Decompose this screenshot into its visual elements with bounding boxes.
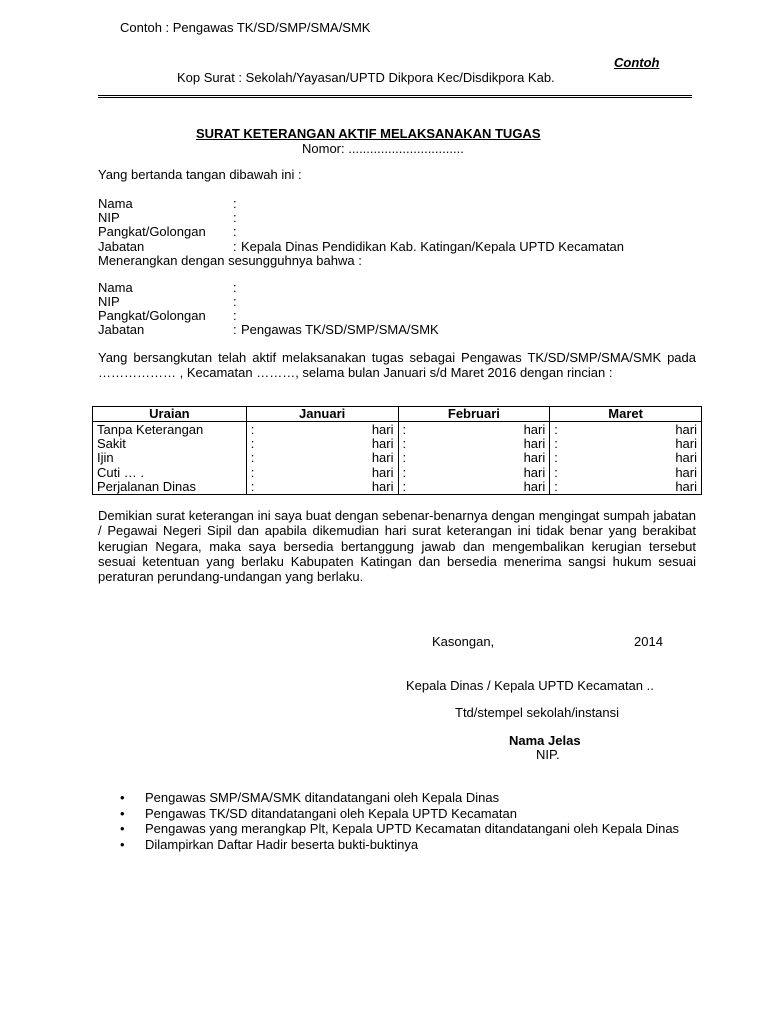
signer-name-label: Nama [98,196,133,211]
signature-year: 2014 [634,634,663,649]
subject-jabatan-value: Pengawas TK/SD/SMP/SMA/SMK [241,322,439,337]
header-maret: Maret [550,407,702,422]
signer-jabatan-label: Jabatan [98,239,145,254]
bullet-icon: • [120,821,125,836]
bullet-icon: • [120,790,125,805]
list-item: • Pengawas SMP/SMA/SMK ditandatangani oleh Kepala Dinas [120,790,500,805]
signature-stamp: Ttd/stempel sekolah/instansi [455,705,620,720]
row-label: Perjalanan Dinas [93,480,247,495]
signature-position: Kepala Dinas / Kepala UPTD Kecamatan .. [406,678,654,693]
kop-divider-2 [98,97,692,98]
contoh-label: Contoh [614,55,660,70]
subject-pangkat-label: Pangkat/Golongan [98,308,206,323]
signer-nip-label: NIP [98,210,120,225]
bullet-icon: • [120,836,125,852]
rincian-table [92,406,702,495]
subject-nip-label: NIP [98,294,120,309]
subject-jabatan-label: Jabatan [98,322,145,337]
header-note: Contoh : Pengawas TK/SD/SMP/SMA/SMK [120,20,371,35]
subject-name-label: Nama [98,280,133,295]
kop-surat: Kop Surat : Sekolah/Yayasan/UPTD Dikpora Kec/Disdikpora Kab. [177,70,555,85]
header-januari: Januari [246,407,398,422]
row-label: Tanpa Keterangan [93,422,247,437]
table-row: Perjalanan Dinas : hari : hari : hari [93,480,702,495]
row-label: Sakit [93,437,247,451]
closing-paragraph: Demikian surat keterangan ini saya buat dengan sebenar-benarnya dengan mengingat sumpah jabatan / Pegawai Negeri Sipil dan apabila dikemudian hari surat keterangan ini tidak benar yang berakibat kerugian Negara, maka saya bersedia bertanggung jawab dan mengembalikan kerugian tersebut sesuai ketentuan yang berlaku Kabupaten Katingan dan bersedia menerima sangsi hukum sesuai peraturan perundang-undangan yang berlaku. [98,508,696,585]
nomor-field: Nomor: ................................ [302,141,464,156]
signer-jabatan-value: Kepala Dinas Pendidikan Kab. Katingan/Kepala UPTD Kecamatan [241,239,625,254]
table-row: Cuti … . : hari : hari : hari [93,466,702,480]
list-item: • Pengawas TK/SD ditandatangani oleh Kepala UPTD Kecamatan [120,805,517,821]
signer-pangkat-label: Pangkat/Golongan [98,224,206,239]
intro-text: Yang bertanda tangan dibawah ini : [98,167,302,182]
statement-paragraph: Yang bersangkutan telah aktif melaksanakan tugas sebagai Pengawas TK/SD/SMP/SMA/SMK pada ……………… , Kecamatan ………, selama bulan Januari s/d Maret 2016 dengan rincian : [98,350,696,381]
header-uraian: Uraian [93,407,247,422]
row-label: Cuti … . [93,466,247,480]
kop-divider [98,95,692,96]
row-label: Ijin [93,451,247,465]
table-header-row [93,407,702,422]
signature-name: Nama Jelas [509,733,581,748]
menerangkan-text: Menerangkan dengan sesungguhnya bahwa : [98,253,362,268]
list-item: • Dilampirkan Daftar Hadir beserta bukti-buktinya [120,836,419,852]
list-item: • Pengawas yang merangkap Plt, Kepala UPTD Kecamatan ditandatangani oleh Kepala Dinas [120,821,680,836]
header-februari: Februari [398,407,550,422]
table-row: Tanpa Keterangan : hari : hari : hari [93,422,702,437]
table-row: Ijin : hari : hari : hari [93,451,702,465]
notes-list [120,791,696,853]
table-row: Sakit : hari : hari : hari [93,437,702,451]
signature-place: Kasongan, [432,634,495,649]
signature-nip: NIP. [536,747,560,762]
bullet-icon: • [120,805,125,821]
document-title: SURAT KETERANGAN AKTIF MELAKSANAKAN TUGAS [196,126,541,141]
